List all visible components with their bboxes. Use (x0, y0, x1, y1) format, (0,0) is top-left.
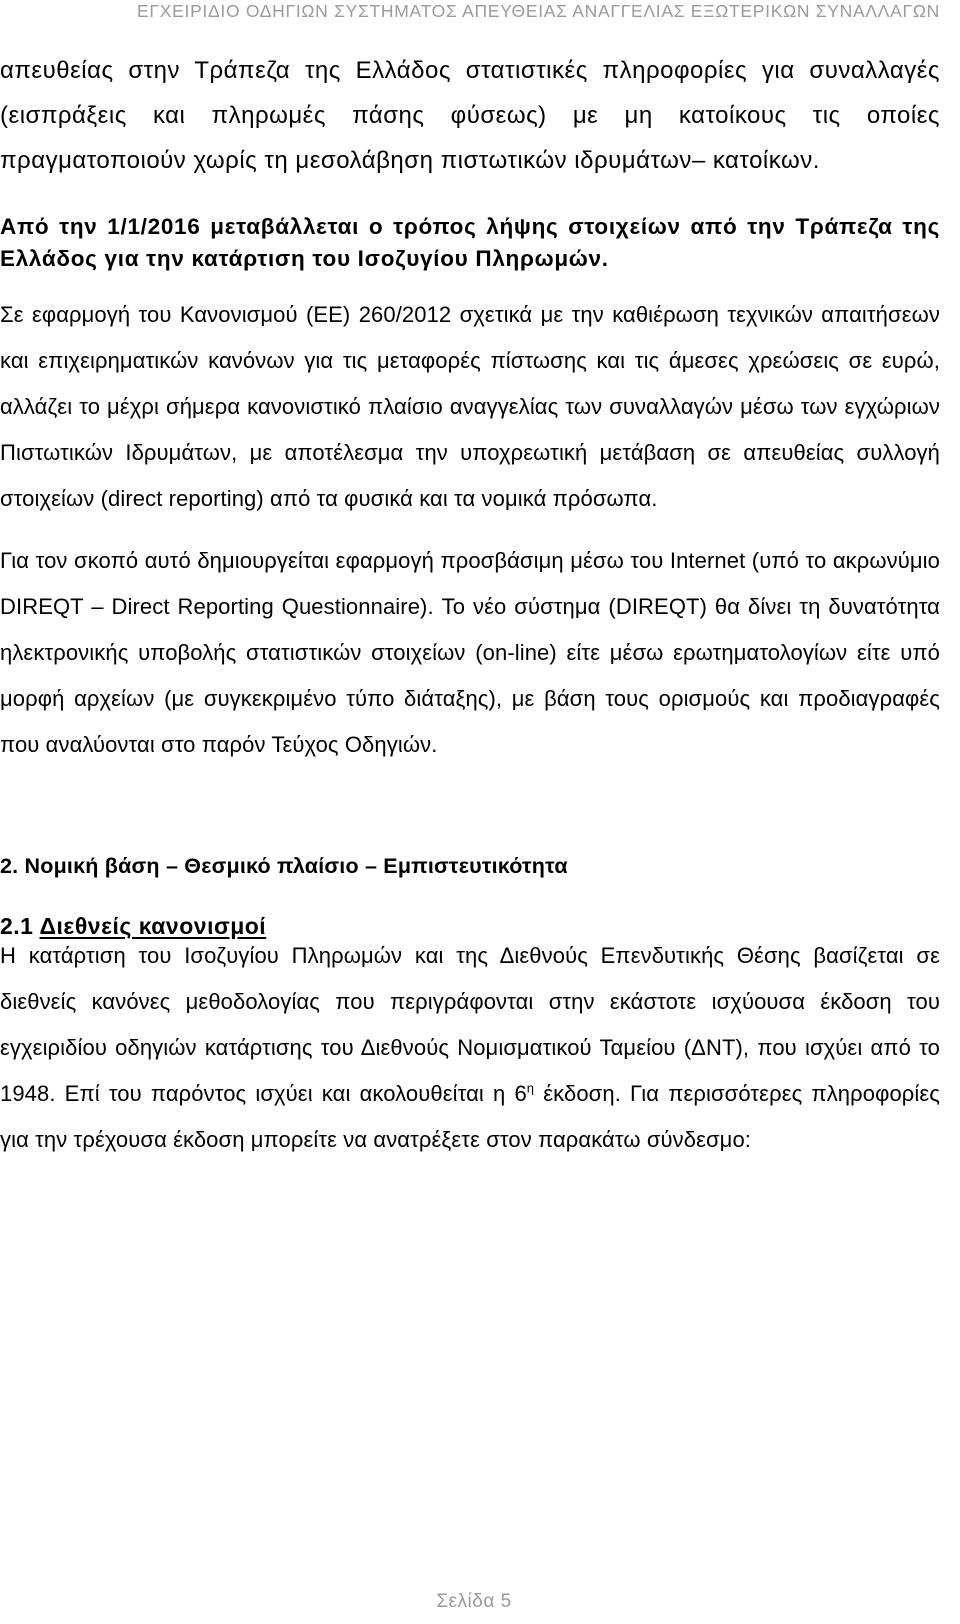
section-title: Διεθνείς κανονισμοί (39, 913, 267, 939)
imf-paragraph-text-a: Η κατάρτιση του Ισοζυγίου Πληρωμών και της Διεθνούς Επενδυτικής Θέσης βασίζεται σε διεθνείς κανόνες μεθοδολογίας που περιγράφονται στην εκάστοτε ισχύουσα έκδοση του εγχειριδίου οδηγιών κατάρτισης του Διεθνούς Νομισματικού Ταμείου (ΔΝΤ), που ισχύει από το 1948. Επί του παρόντος ισχύει και ακολουθείται η 6 (0, 943, 940, 1106)
imf-paragraph-text-b: έκδοση. Για περισσότερες πληροφορίες για την τρέχουσα έκδοση μπορείτε να ανατρέξετε στον παρακάτω σύνδεσμο: (0, 1081, 940, 1152)
section-number: 2.1 (0, 913, 40, 939)
direqt-paragraph: Για τον σκοπό αυτό δημιουργείται εφαρμογή προσβάσιμη μέσω του Internet (υπό το ακρωνύμιο DIREQT – Direct Reporting Questionnaire). Το νέο σύστημα (DIREQT) θα δίνει τη δυνατότητα ηλεκτρονικής υποβολής στατιστικών στοιχείων (on-line) είτε μέσω ερωτηματολογίων είτε υπό μορφή αρχείων (με συγκεκριμένο τύπο διάταξης), με βάση τους ορισμούς και προδιαγραφές που αναλύονται στο παρόν Τεύχος Οδηγιών. (0, 548, 940, 757)
intro-paragraph: απευθείας στην Τράπεζα της Ελλάδος στατιστικές πληροφορίες για συναλλαγές (εισπράξεις και πληρωμές πάσης φύσεως) με μη κατοίκους τις οποίες πραγματοποιούν χωρίς τη μεσολάβηση πιστωτικών ιδρυμάτων– κατοίκων. (0, 57, 940, 174)
imf-paragraph (0, 933, 940, 1163)
regulation-paragraph: Σε εφαρμογή του Κανονισμού (ΕΕ) 260/2012 σχετικά με την καθιέρωση τεχνικών απαιτήσεων και επιχειρηματικών κανόνων για τις μεταφορές πίστωσης και τις άμεσες χρεώσεις σε ευρώ, αλλάζει το μέχρι σήμερα κανονιστικό πλαίσιο αναγγελίας των συναλλαγών μέσω των εγχώριων Πιστωτικών Ιδρυμάτων, με αποτέλεσμα την υποχρεωτική μετάβαση σε απευθείας συλλογή στοιχείων (direct reporting) από τα φυσικά και τα νομικά πρόσωπα. (0, 302, 940, 511)
page-number: Σελίδα 5 (436, 1591, 512, 1612)
notice-paragraph: Από την 1/1/2016 μεταβάλλεται ο τρόπος λήψης στοιχείων από την Τράπεζα της Ελλάδος για την κατάρτιση του Ισοζυγίου Πληρωμών. (0, 214, 940, 271)
edition-superscript: η (526, 1080, 535, 1096)
page-content (0, 48, 940, 1163)
running-header: ΕΓΧΕΙΡΙΔΙΟ ΟΔΗΓΙΩΝ ΣΥΣΤΗΜΑΤΟΣ ΑΠΕΥΘΕΙΑΣ ΑΝΑΓΓΕΛΙΑΣ ΕΞΩΤΕΡΙΚΩΝ ΣΥΝΑΛΛΑΓΩΝ (137, 1, 940, 21)
section-heading-2: 2. Νομική βάση – Θεσμικό πλαίσιο – Εμπιστευτικότητα (0, 854, 568, 878)
